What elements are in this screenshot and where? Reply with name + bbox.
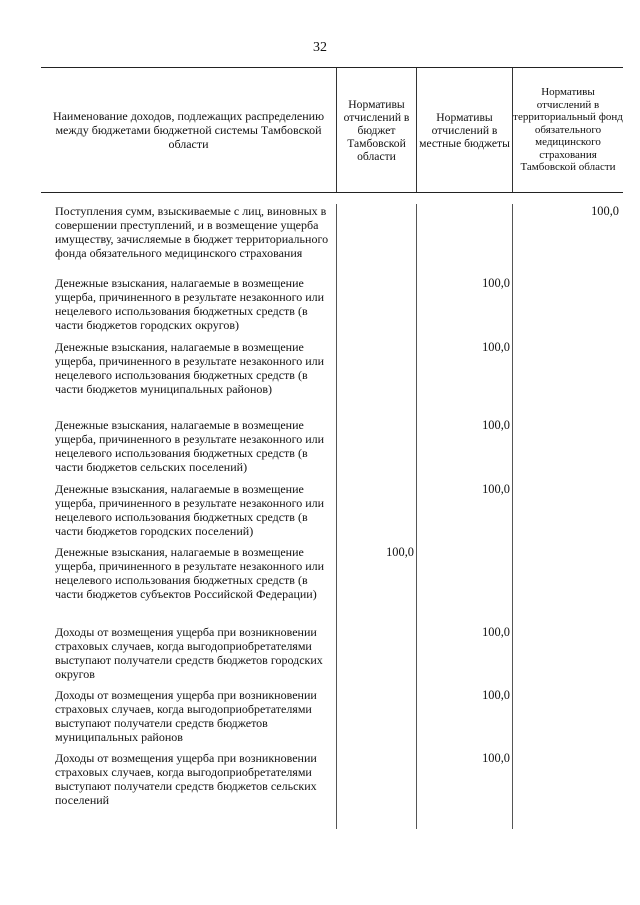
local-value: 100,0: [482, 418, 510, 432]
revenue-name: Денежные взыскания, налагаемые в возмещение ущерба, причиненного в результате незаконного или нецелевого использования бюджетных средств (в части бюджетов городских поселений): [55, 482, 325, 538]
revenue-name: Денежные взыскания, налагаемые в возмещение ущерба, причиненного в результате незаконного или нецелевого использования бюджетных средств (в части бюджетов субъектов Российской Федерации): [55, 545, 325, 601]
regional-value: [336, 204, 416, 276]
regional-value: [336, 276, 416, 340]
revenue-name: Доходы от возмещения ущерба при возникновении страховых случаев, когда выгодоприобретателями выступают получатели средств бюджетов городских округов: [55, 625, 323, 681]
tfoms-value: [512, 625, 623, 688]
table-row: [41, 751, 623, 829]
table-row: [41, 545, 623, 625]
tfoms-value: [512, 276, 623, 340]
tfoms-value: [512, 545, 623, 625]
local-value: 100,0: [482, 276, 510, 290]
tfoms-value: [512, 418, 623, 482]
column-divider: [336, 204, 337, 829]
local-value: [416, 204, 512, 276]
table-row: [41, 340, 623, 418]
regional-value: [336, 688, 416, 751]
tfoms-value: 100,0: [591, 204, 619, 218]
page-number: 32: [313, 40, 327, 55]
table-body: [41, 204, 623, 829]
local-value: 100,0: [482, 340, 510, 354]
tfoms-value: [512, 482, 623, 545]
tfoms-value: [512, 340, 623, 418]
local-value: [416, 545, 512, 625]
local-value: 100,0: [482, 625, 510, 639]
tfoms-value: [512, 751, 623, 829]
header-revenue-name: Наименование доходов, подлежащих распределению между бюджетами бюджетной системы Тамбовской области: [52, 109, 325, 151]
regional-value: [336, 625, 416, 688]
revenue-name: Денежные взыскания, налагаемые в возмещение ущерба, причиненного в результате незаконного или нецелевого использования бюджетных средств (в части бюджетов сельских поселений): [55, 418, 325, 474]
regional-value: 100,0: [386, 545, 414, 559]
revenue-name: Денежные взыскания, налагаемые в возмещение ущерба, причиненного в результате незаконного или нецелевого использования бюджетных средств (в части бюджетов городских округов): [55, 276, 325, 332]
header-local-budgets: Нормативы отчислений в местные бюджеты: [416, 68, 512, 192]
regional-value: [336, 418, 416, 482]
revenue-name: Доходы от возмещения ущерба при возникновении страховых случаев, когда выгодоприобретателями выступают получатели средств бюджетов муниципальных районов: [55, 688, 317, 744]
table-row: [41, 482, 623, 545]
table-row: [41, 418, 623, 482]
regional-value: [336, 340, 416, 418]
local-value: 100,0: [482, 482, 510, 496]
header-tfoms: Нормативы отчислений в территориальный фонд обязательного медицинского страхования Тамбовской области: [512, 68, 623, 192]
regional-value: [336, 751, 416, 829]
revenue-name: Денежные взыскания, налагаемые в возмещение ущерба, причиненного в результате незаконного или нецелевого использования бюджетных средств (в части бюджетов муниципальных районов): [55, 340, 325, 396]
regional-value: [336, 482, 416, 545]
table-row: [41, 688, 623, 751]
revenue-name: Поступления сумм, взыскиваемые с лиц, виновных в совершении преступлений, и в возмещение ущерба имуществу, зачисляемые в бюджет территориального фонда обязательного медицинского страхования: [55, 204, 329, 260]
revenue-distribution-table: [41, 67, 623, 829]
local-value: 100,0: [482, 688, 510, 702]
table-row: [41, 625, 623, 688]
table-row: [41, 204, 623, 276]
table-row: [41, 276, 623, 340]
revenue-name: Доходы от возмещения ущерба при возникновении страховых случаев, когда выгодоприобретателями выступают получатели средств бюджетов сельских поселений: [55, 751, 317, 807]
local-value: 100,0: [482, 751, 510, 765]
column-divider: [416, 204, 417, 829]
table-header: [41, 67, 623, 193]
column-divider: [512, 204, 513, 829]
header-regional-budget: Нормативы отчислений в бюджет Тамбовской области: [336, 68, 416, 192]
tfoms-value: [512, 688, 623, 751]
